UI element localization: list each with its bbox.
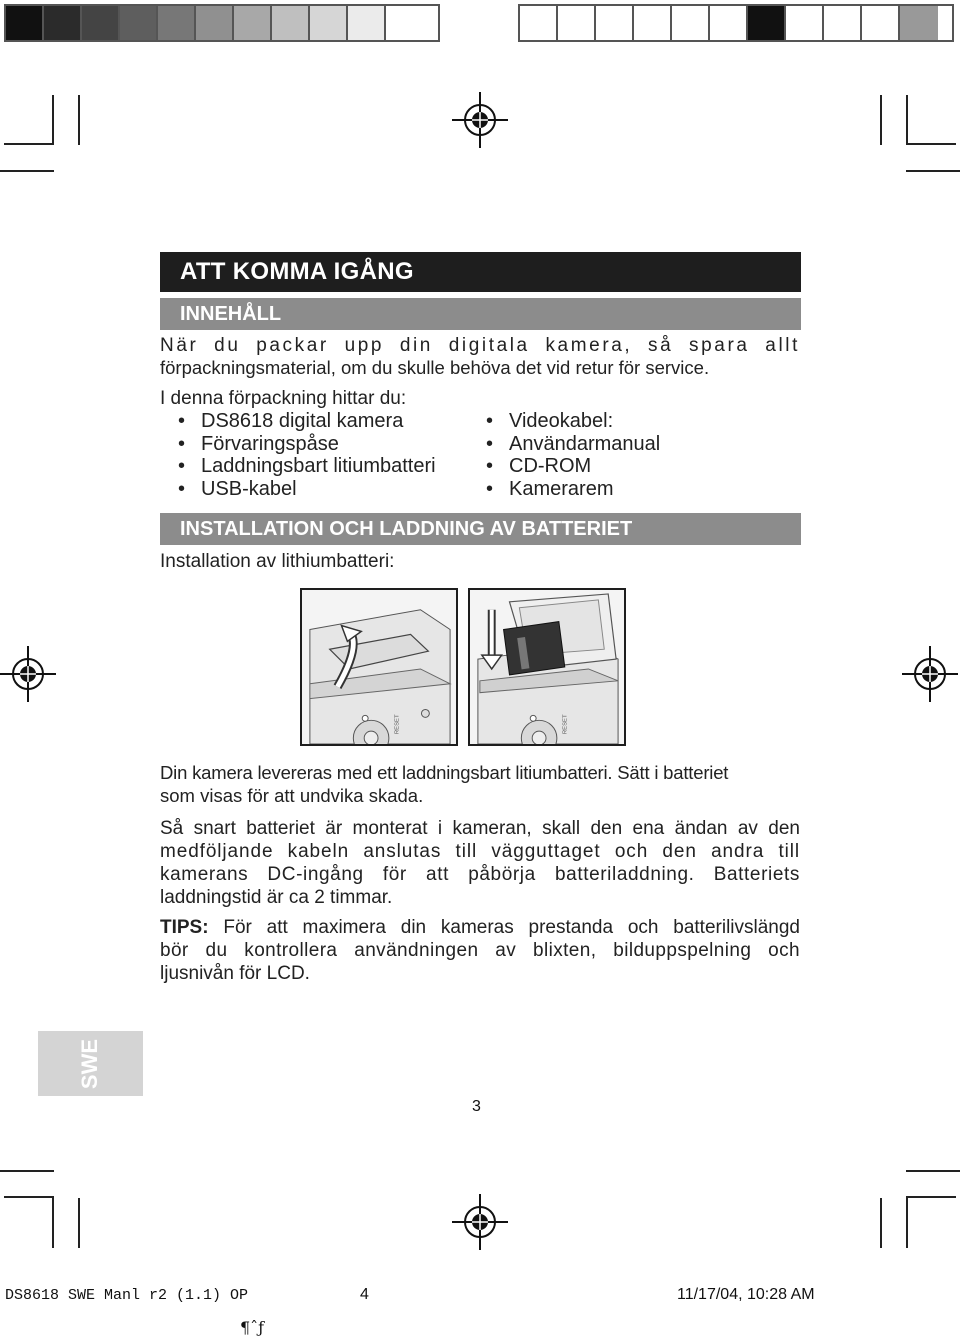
contents-list-left [168,410,468,500]
list-item: • Användarmanual [476,433,776,456]
crop-mark [880,95,882,145]
list-item: • DS8618 digital kamera [168,410,468,433]
crop-mark [906,1170,960,1172]
section-heading-contents: INNEHÅLL [160,298,801,330]
footer-sheet-number: 4 [360,1286,369,1303]
reset-label: RESET [394,714,401,735]
tips-line-3: ljusnivån för LCD. [160,963,310,984]
intro-line-2: förpackningsmaterial, om du skulle behöva det vid retur för service. [160,357,710,378]
crop-mark [906,95,908,145]
list-item: • CD-ROM [476,455,776,478]
list-item: • Laddningsbart litiumbatteri [168,455,468,478]
list-item: • Kamerarem [476,478,776,501]
caption-line-2: som visas för att undvika skada. [160,785,424,806]
figure-open-battery-door [300,588,458,746]
list-item: • Videokabel: [476,410,776,433]
crop-mark [52,1198,54,1248]
section-heading-battery: INSTALLATION OCH LADDNING AV BATTERIET [160,513,801,545]
contents-list-right [476,410,776,500]
crop-mark [906,143,956,145]
contents-lead: I denna förpackning hittar du: [160,388,407,409]
footer-glyphs: ¶ˆƒ [240,1318,265,1337]
charging-line-2: medföljande kabeln anslutas till vägguttaget och den andra till [160,841,800,862]
footer-datetime: 11/17/04, 10:28 AM [677,1286,815,1303]
footer-file-name: DS8618 SWE Manl r2 (1.1) OP [5,1287,249,1304]
language-tab-label: SWE [77,1038,102,1090]
crop-mark [906,1196,956,1198]
registration-mark-right [902,646,958,702]
charging-line-1: Så snart batteriet är monterat i kameran, skall den ena ändan av den [160,818,800,839]
battery-install-subtitle: Installation av lithiumbatteri: [160,551,395,572]
page-title: ATT KOMMA IGÅNG [160,252,801,292]
caption-line-1: Din kamera levereras med ett laddningsbart litiumbatteri. Sätt i batteriet [160,762,729,783]
charging-line-3: kamerans DC-ingång för att påbörja batteriladdning. Batteriets [160,864,800,885]
crop-mark [906,170,960,172]
crop-mark [4,1196,54,1198]
reset-label: RESET [562,714,569,735]
calibration-bar-patches [518,4,954,42]
calibration-bar-grayscale [4,4,440,42]
intro-line-1: När du packar upp din digitala kamera, så spara allt [160,335,800,356]
list-item: • Förvaringspåse [168,433,468,456]
crop-mark [0,1170,54,1172]
crop-mark [78,95,80,145]
language-tab [38,1031,143,1096]
crop-mark [906,1198,908,1248]
crop-mark [880,1198,882,1248]
tips-line-2: bör du kontrollera användningen av blixten, bilduppspelning och [160,940,800,961]
tips-line-1 [160,917,800,940]
crop-mark [52,95,54,145]
tips-text: För att maximera din kameras prestanda och batterilivslängd [223,917,800,938]
list-item: • USB-kabel [168,478,468,501]
registration-mark-bottom [452,1194,508,1250]
tips-label: TIPS: [160,917,209,938]
crop-mark [78,1198,80,1248]
registration-mark-left [0,646,56,702]
crop-mark [0,170,54,172]
registration-mark-top [452,92,508,148]
page-number: 3 [472,1098,481,1115]
charging-line-4: laddningstid är ca 2 timmar. [160,887,393,908]
crop-mark [4,143,54,145]
figure-insert-battery [468,588,626,746]
